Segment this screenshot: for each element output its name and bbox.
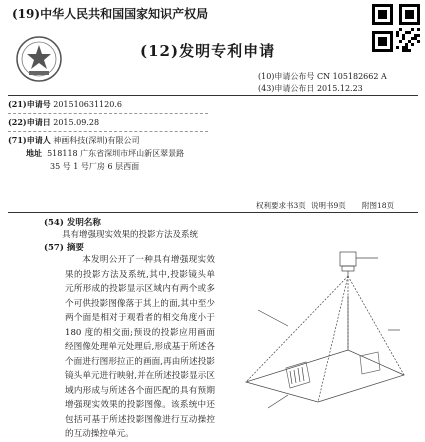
application-number: (21)申请号 201510631120.6 xyxy=(8,99,122,109)
applicant-address: 地址 518118 广东省深圳市坪山新区翠景路 xyxy=(26,148,185,158)
section-divider xyxy=(8,212,418,213)
abstract-label: (57) 摘要 xyxy=(44,243,84,253)
abstract-drawing xyxy=(228,250,418,420)
invention-title-label: (54) 发明名称 xyxy=(44,218,101,228)
document-type: (12)发明专利申请 xyxy=(140,42,276,60)
drawings-count: 附图18页 xyxy=(362,201,395,210)
issuing-office: (19)中华人民共和国国家知识产权局 xyxy=(12,7,209,21)
applicant-address-line2: 35 号 1 号厂房 6 层西面 xyxy=(50,162,140,171)
applicant: (71)申请人 神画科技(深圳)有限公司 xyxy=(8,135,140,145)
claims-count: 权利要求书3页 xyxy=(256,201,306,210)
invention-title: 具有增强现实效果的投影方法及系统 xyxy=(62,230,199,240)
field-divider xyxy=(8,113,208,114)
header-divider xyxy=(8,95,418,96)
national-emblem-icon xyxy=(14,34,64,84)
publication-date: (43)申请公布日 2015.12.23 xyxy=(258,84,363,93)
field-divider xyxy=(8,131,208,132)
qr-code xyxy=(372,4,420,52)
filing-date: (22)申请日 2015.09.28 xyxy=(8,117,100,127)
abstract-text: 本发明公开了一种具有增强现实效果的投影方法及系统,其中,投影镜头单元所形成的投影显示区域内有两个或多个可供投影图像落于其上的面,其中至少两个面是相对于观看者的相交角度小于 180 度的相交面;预设的投影应用画面经图像处理单元处理后,形成基于所述各个面进行图形拉正的画面,再由所述投影镜头单元进行映射,并在所述投影显示区域内形成与所述各个面匹配的具有预期增强现实效果的投影图像。该系统中还包括可基于所述投影图像进行互动操控的互动操控单元。 xyxy=(65,255,215,439)
description-count: 说明书9页 xyxy=(311,201,346,210)
publication-number: (10)申请公布号 CN 105182662 A xyxy=(258,72,387,81)
